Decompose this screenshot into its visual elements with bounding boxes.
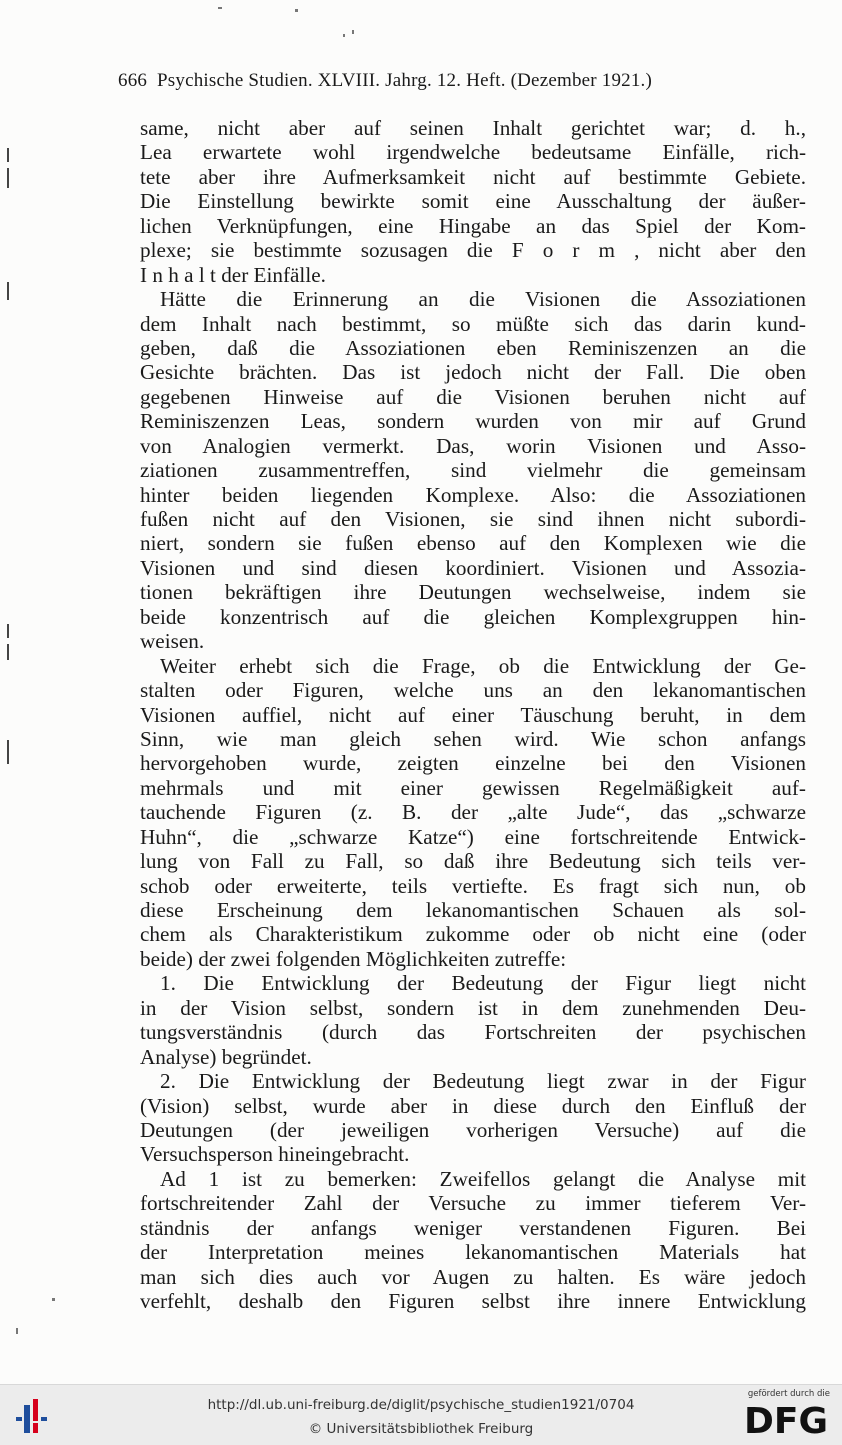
running-title: Psychische Studien. XLVIII. Jahrg. 12. Heft. (Dezember 1921.) [157, 70, 653, 91]
text-line: Visionen und sind diesen koordiniert. Visionen und Assozia- [140, 555, 806, 580]
text-line: Visionen auffiel, nicht auf einer Täuschung beruht, in dem [140, 702, 806, 727]
text-line: Analyse) begründet. [140, 1044, 312, 1069]
text-line: Lea erwartete wohl irgendwelche bedeutsame Einfälle, rich- [140, 140, 806, 165]
text-line: lung von Fall zu Fall, so daß ihre Bedeutung sich teils ver- [140, 849, 806, 874]
text-line: von Analogien vermerkt. Das, worin Visionen und Asso- [140, 433, 806, 458]
text-line: Versuchsperson hineingebracht. [140, 1142, 410, 1167]
text-line: verfehlt, deshalb den Figuren selbst ihre innere Entwicklung [140, 1289, 806, 1313]
text-line: tungsverständnis (durch das Fortschreiten der psychischen [140, 1020, 806, 1045]
text-line: fortschreitender Zahl der Versuche zu immer tieferem Ver- [140, 1191, 806, 1216]
scan-speck [52, 1298, 55, 1301]
viewer-footer [0, 1384, 842, 1445]
text-line: hervorgehoben wurde, zeigten einzelne bei den Visionen [140, 751, 806, 776]
copyright-notice: © Universitätsbibliothek Freiburg [308, 1421, 534, 1437]
margin-mark [7, 282, 9, 300]
text-line: same, nicht aber auf seinen Inhalt gerichtet war; d. h., [140, 116, 806, 140]
scan-speck [295, 9, 298, 12]
scan-speck [343, 34, 345, 37]
text-line: dem Inhalt nach bestimmt, so müßte sich das darin kund- [140, 311, 806, 336]
text-line: I n h a l t der Einfälle. [140, 262, 326, 287]
text-line: beide) der zwei folgenden Möglichkeiten zutreffe: [140, 946, 567, 971]
source-url-link[interactable]: http://dl.ub.uni-freiburg.de/diglit/psychische_studien1921/0704 [207, 1397, 635, 1413]
margin-mark [7, 624, 9, 638]
text-line: tete aber ihre Aufmerksamkeit nicht auf bestimmte Gebiete. [140, 164, 806, 189]
text-line: gegebenen Hinweise auf die Visionen beruhen nicht auf [140, 384, 806, 409]
text-line: stalten oder Figuren, welche uns an den lekanomantischen [140, 678, 806, 703]
text-line: Hätte die Erinnerung an die Visionen die Assoziationen [160, 287, 806, 312]
text-line: geben, daß die Assoziationen eben Reminiszenzen an die [140, 335, 806, 360]
scan-speck [352, 30, 354, 34]
text-line: Reminiszenzen Leas, sondern wurden von mir auf Grund [140, 409, 806, 434]
text-line: Die Einstellung bewirkte somit eine Ausschaltung der äußer- [140, 189, 806, 214]
text-line: 1. Die Entwicklung der Bedeutung der Figur liegt nicht [160, 971, 806, 996]
text-line: lichen Verknüpfungen, eine Hingabe an das Spiel der Kom- [140, 213, 806, 238]
svg-text:DFG: DFG [744, 1401, 829, 1437]
text-line: 2. Die Entwicklung der Bedeutung liegt zwar in der Figur [160, 1069, 806, 1094]
text-line: (Vision) selbst, wurde aber in diese durch den Einfluß der [140, 1093, 806, 1118]
text-line: Weiter erhebt sich die Frage, ob die Entwicklung der Ge- [160, 653, 806, 678]
text-line: tionen bekräftigen ihre Deutungen wechselweise, indem sie [140, 580, 806, 605]
text-line: hinter beiden liegenden Komplexe. Also: die Assoziationen [140, 482, 806, 507]
margin-mark [7, 148, 9, 162]
margin-mark [7, 740, 9, 764]
margin-mark [7, 644, 9, 660]
text-line: weisen. [140, 629, 205, 654]
text-line: tauchende Figuren (z. B. der „alte Jude“, das „schwarze [140, 800, 806, 825]
scan-speck [218, 7, 222, 9]
text-line: ständnis der anfangs weniger verstandenen Figuren. Bei [140, 1215, 806, 1240]
text-line: Gesichte brächten. Das ist jedoch nicht der Fall. Die oben [140, 360, 806, 385]
text-line: ziationen zusammentreffen, sind vielmehr die gemeinsam [140, 458, 806, 483]
page-number: 666 [118, 70, 148, 91]
text-line: fußen nicht auf den Visionen, sie sind ihnen nicht subordi- [140, 507, 806, 531]
margin-mark [7, 168, 9, 188]
text-line: Sinn, wie man gleich sehen wird. Wie schon anfangs [140, 726, 806, 751]
text-line: in der Vision selbst, sondern ist in dem zunehmenden Deu- [140, 995, 806, 1020]
text-line: mehrmals und mit einer gewissen Regelmäßigkeit auf- [140, 775, 806, 800]
scan-speck [16, 1328, 18, 1334]
text-line: man sich dies auch vor Augen zu halten. Es wäre jedoch [140, 1264, 806, 1289]
text-line: schob oder erweiterte, teils vertiefte. Es fragt sich nun, ob [140, 873, 806, 898]
text-line: Ad 1 ist zu bemerken: Zweifellos gelangt die Analyse mit [160, 1166, 806, 1191]
text-line: beide konzentrisch auf die gleichen Komplexgruppen hin- [140, 604, 806, 629]
dfg-logo-icon [744, 1401, 832, 1437]
running-header [118, 70, 808, 92]
text-line: diese Erscheinung dem lekanomantischen Schauen als sol- [140, 898, 806, 922]
text-line: Huhn“, die „schwarze Katze“) eine fortschreitende Entwick- [140, 824, 806, 849]
text-line: Deutungen (der jeweiligen vorherigen Versuche) auf die [140, 1117, 806, 1142]
text-line: chem als Charakteristikum zukomme oder ob nicht eine (oder [140, 922, 806, 947]
text-line: der Interpretation meines lekanomantischen Materials hat [140, 1240, 806, 1265]
body-text [140, 116, 806, 1313]
text-line: niert, sondern sie fußen ebenso auf den Komplexen wie die [140, 531, 806, 556]
funder-note: gefördert durch die [747, 1389, 830, 1399]
text-line: plexe; sie bestimmte sozusagen die F o r m , nicht aber den [140, 238, 806, 263]
